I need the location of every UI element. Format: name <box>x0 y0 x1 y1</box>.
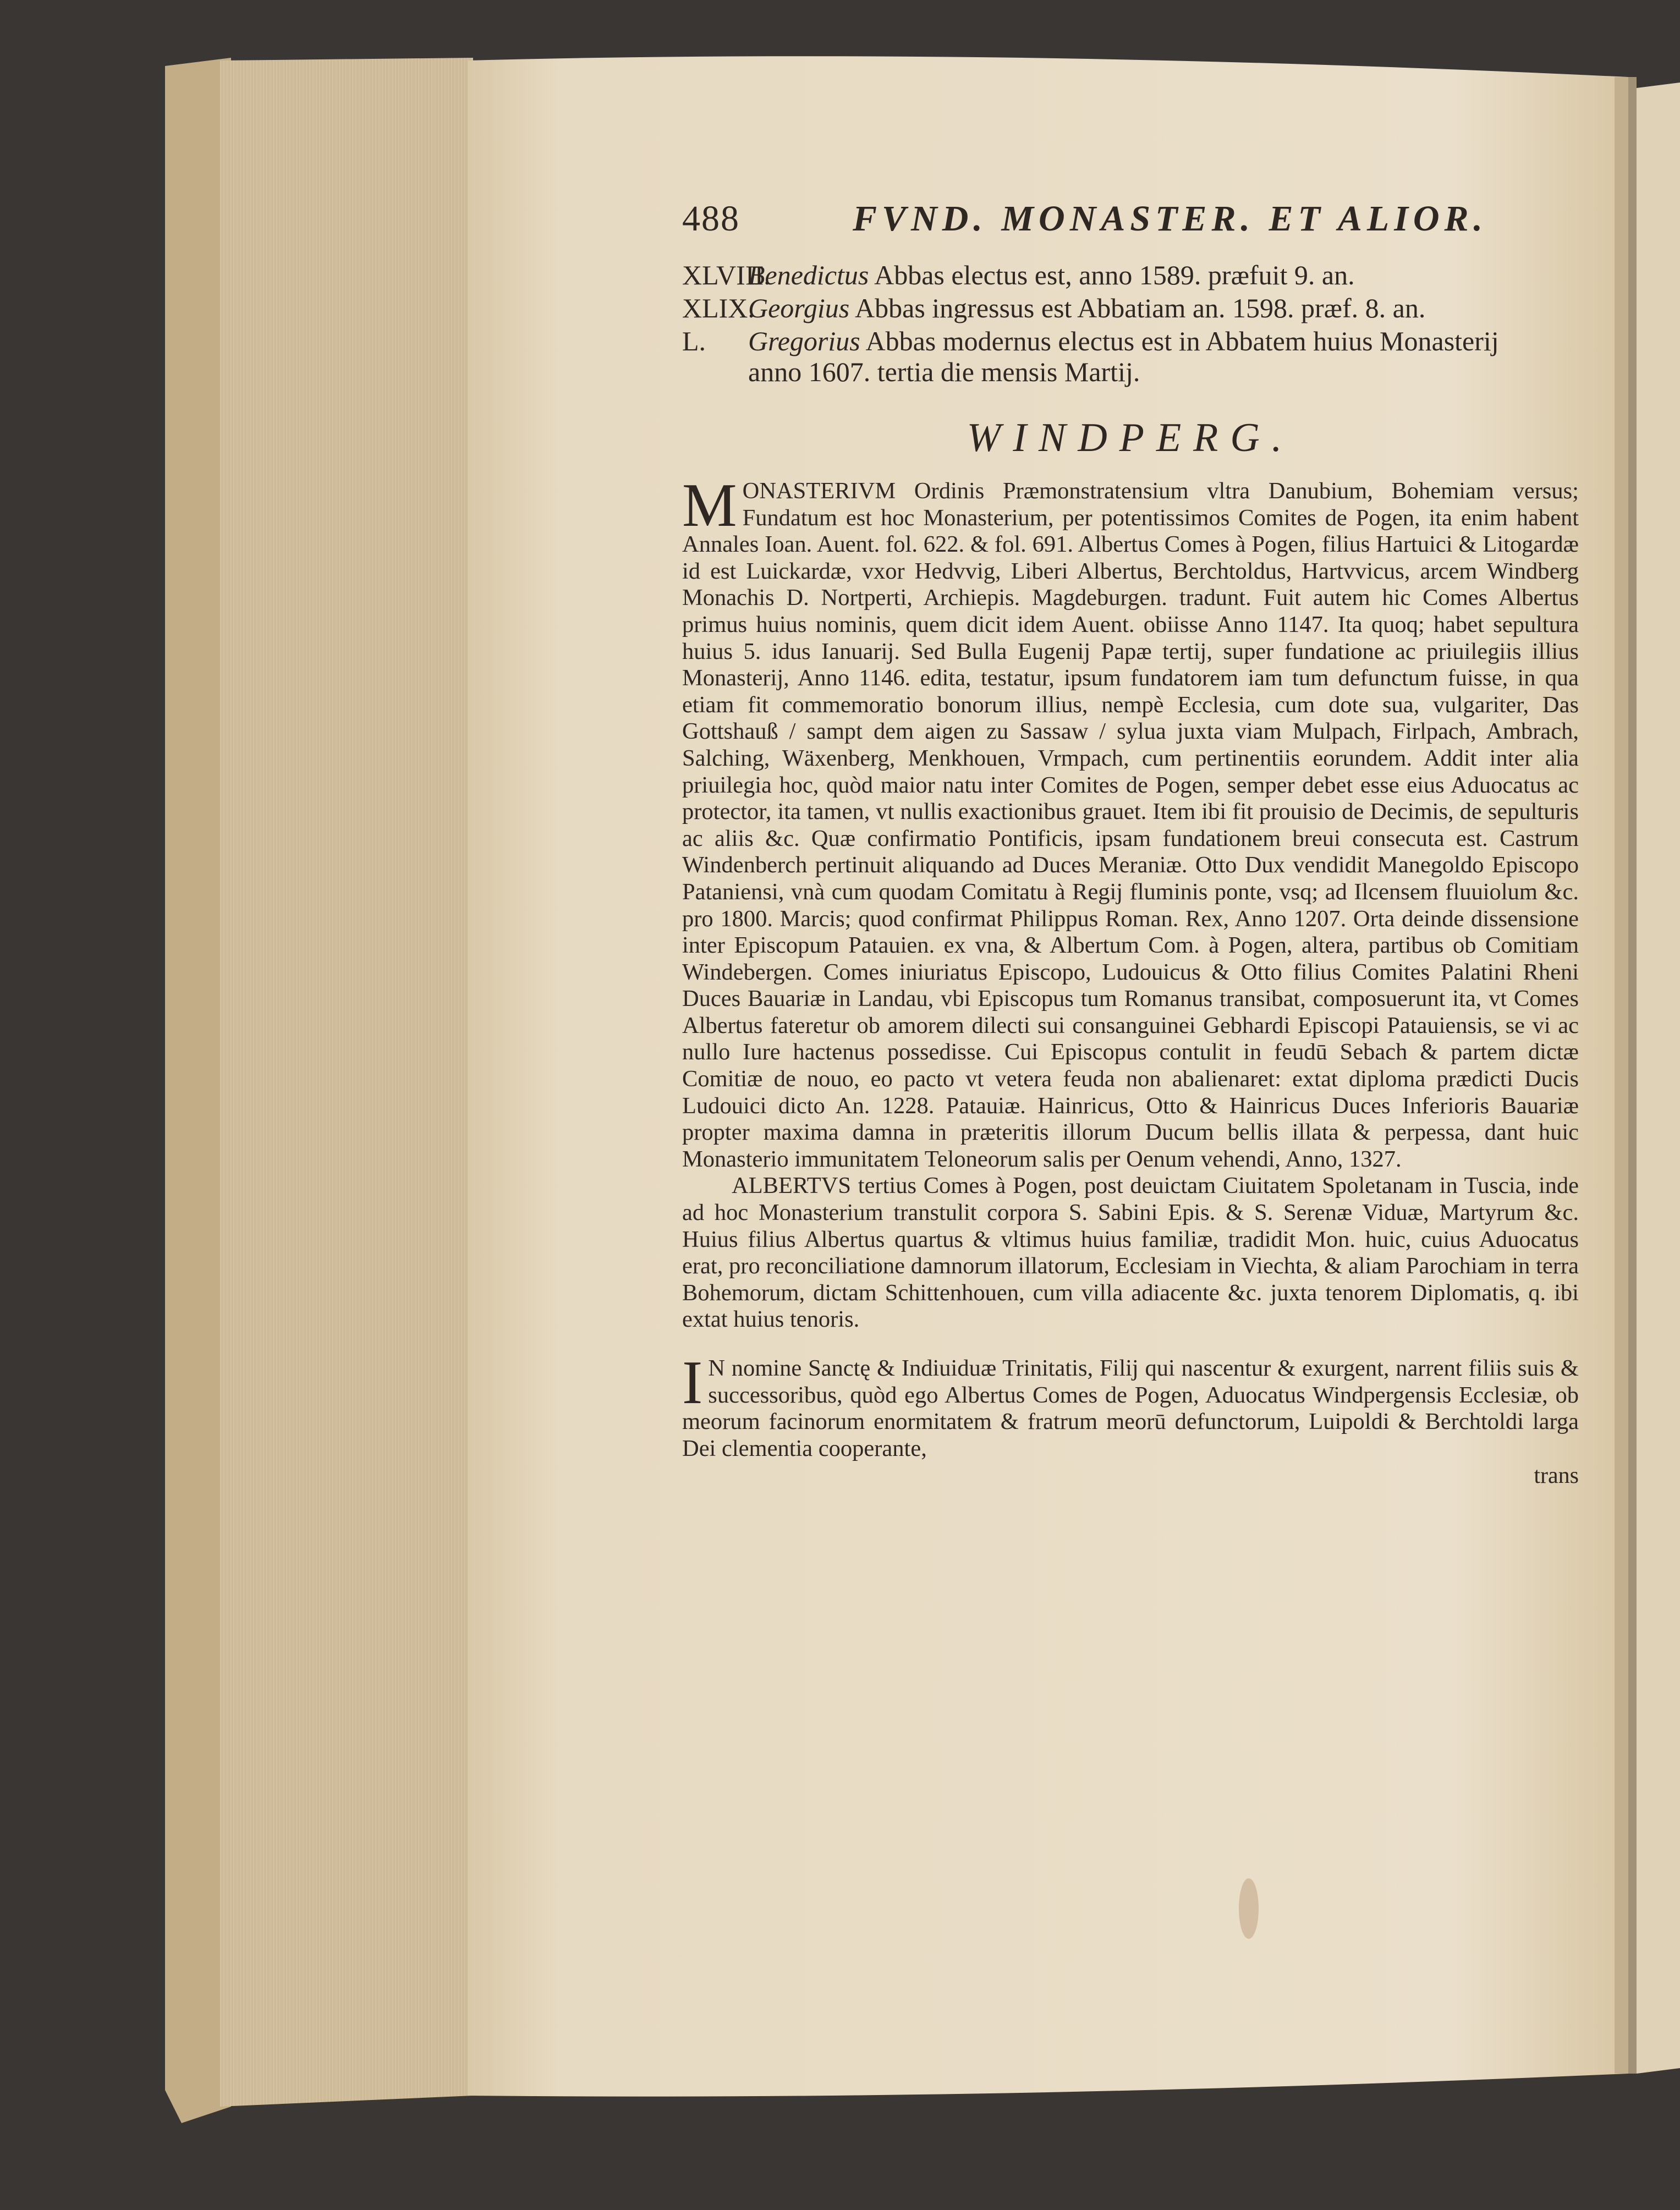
paragraph-text: ALBERTVS tertius Comes à Pogen, post deuictam Ciuitatem Spoletanam in Tuscia, inde ad hoc Monasterium transtulit corpora S. Sabini Epis. & S. Serenæ Viduæ, Martyrum &c. Huius filius Albertus quartus & vltimus huius familiæ, tradidit Mon. huic, cuius Aduocatus erat, pro reconciliatione damnorum illatorum, Ecclesiam in Viechta, & aliam Parochiam in terra Bohemorum, dictam Schittenhouen, cum villa adiacente &c. juxta tenorem Diplomatis, q. ibi extat huius tenoris. <box>682 1173 1579 1333</box>
abbot-name: Gregorius <box>748 326 860 356</box>
running-title: FVND. MONASTER. ET ALIOR. <box>853 199 1488 239</box>
paragraph-text: ONASTERIVM Ordinis Præmonstratensium vltra Danubium, Bohemiam versus; Fundatum est hoc Monasterium, per potentissimos Comites de Pogen, ita enim habent Annales Ioan. Auent. fol. 622. & fol. 691. Albertus Comes à Pogen, filius Hartuici & Litogardæ id est Luickardæ, vxor Hedvvig, Liberi Albertus, Berchtoldus, Hartvvicus, arcem Windberg Monachis D. Nortperti, Archiepis. Magdeburgen. tradunt. Fuit autem hic Comes Albertus primus huius nominis, quem dicit idem Auent. obiisse Anno 1147. Ita quoq; habet sepultura huius 5. idus Ianuarij. Sed Bulla Eugenij Papæ tertij, super fundatione ac priuilegiis illius Monasterij, Anno 1146. edita, testatur, ipsum fundatorem iam tum defunctum fuisse, in qua etiam fit commemoratio bonorum illius, nempè Ecclesia, cum dote sua, vulgariter, Das Gottshauß / sampt dem aigen zu Sassaw / sylua juxta viam Mulpach, Firlpach, Ambrach, Salching, Wäxenberg, Menkhouen, Vrmpach, cum pertinentiis eorundem. Addit inter alia priuilegia hoc, quòd maior natu inter Comites de Pogen, semper debet esse eius Aduocatus ac protector, ita tamen, vt nullis exactionibus grauet. Item ibi fit prouisio de Decimis, de sepulturis ac aliis &c. Quæ confirmatio Pontificis, ipsam fundationem breui consecuta est. Castrum Windenberch pertinuit aliquando ad Duces Meraniæ. Otto Dux vendidit Manegoldo Episcopo Pataniensi, vnà cum quodam Comitatu à Regij fluminis ponte, vsq; ad Ilcensem fluuiolum &c. pro 1800. Marcis; quod confirmat Philippus Roman. Rex, Anno 1207. Orta deinde dissensione inter Episcopum Patauien. ex vna, & Albertum Com. à Pogen, altera, partibus ob Comitiam Windebergen. Comes iniuriatus Episcopo, Ludouicus & Otto filius Comites Palatini Rheni Duces Bauariæ in Landau, vbi Episcopus tum Romanus transibat, composuerunt ita, vt Comes Albertus fateretur ob amorem dilecti sui consanguinei Gebhardi Episcopi Patauiensis, se vi ac nullo Iure hactenus possedisse. Cui Episcopus contulit in feudū Sebach & partem dictæ Comitiæ de nouo, eo pacto vt vetera feuda non abalienaret: extat diploma prædicti Ducis Ludouici dicto An. 1228. Patauiæ. Hainricus, Otto & Hainricus Duces Inferioris Bauariæ propter maxima damna in præteritis illorum Ducum bellis illata & perpessa, dant huic Monasterio immunitatem Teloneorum salis per Oenum vehendi, Anno, 1327. <box>682 478 1579 1172</box>
main-paragraph <box>682 471 1579 1173</box>
page-number: 488 <box>682 199 740 239</box>
running-header <box>682 198 1579 259</box>
page-fore-edge <box>220 58 473 2107</box>
facing-page <box>1637 83 1680 2074</box>
page-text-block <box>682 198 1579 1489</box>
section-title: WINDPERG. <box>967 415 1294 460</box>
abbot-text: Abbas modernus electus est in Abbatem huius Monasterij <box>865 326 1499 356</box>
abbot-number: XLIX. <box>682 293 755 323</box>
drop-capital: M <box>682 471 737 540</box>
abbot-entry <box>682 325 1579 358</box>
charter-text: N nomine Sanctę & Indiuiduæ Trinitatis, Filij qui nascentur & exurgent, narrent filiis suis & successoribus, quòd ego Albertus Comes de Pogen, Aduocatus Windpergensis Ecclesiæ, ob meorum facinorum enormitatem & fratrum meorū defunctorum, Luipoldi & Berchtoldi larga Dei clementia cooperante, <box>682 1355 1579 1461</box>
abbot-entry <box>682 259 1579 292</box>
abbot-number: XLVIII. <box>682 260 771 290</box>
drop-capital: I <box>682 1349 703 1417</box>
stain <box>1239 1878 1259 1939</box>
charter-paragraph <box>682 1349 1579 1462</box>
abbot-name: Benedictus <box>748 260 869 290</box>
abbot-number: L. <box>682 326 706 356</box>
abbot-text: Abbas electus est, anno 1589. præfuit 9. an. <box>874 260 1355 290</box>
abbot-text: Abbas ingressus est Abbatiam an. 1598. præf. 8. an. <box>855 293 1426 323</box>
main-paragraph <box>682 1173 1579 1333</box>
abbot-entry-continuation: anno 1607. tertia die mensis Martij. <box>748 356 1140 387</box>
abbot-name: Georgius <box>748 293 850 323</box>
catchword: trans <box>1534 1463 1579 1489</box>
abbot-entry <box>682 292 1579 325</box>
